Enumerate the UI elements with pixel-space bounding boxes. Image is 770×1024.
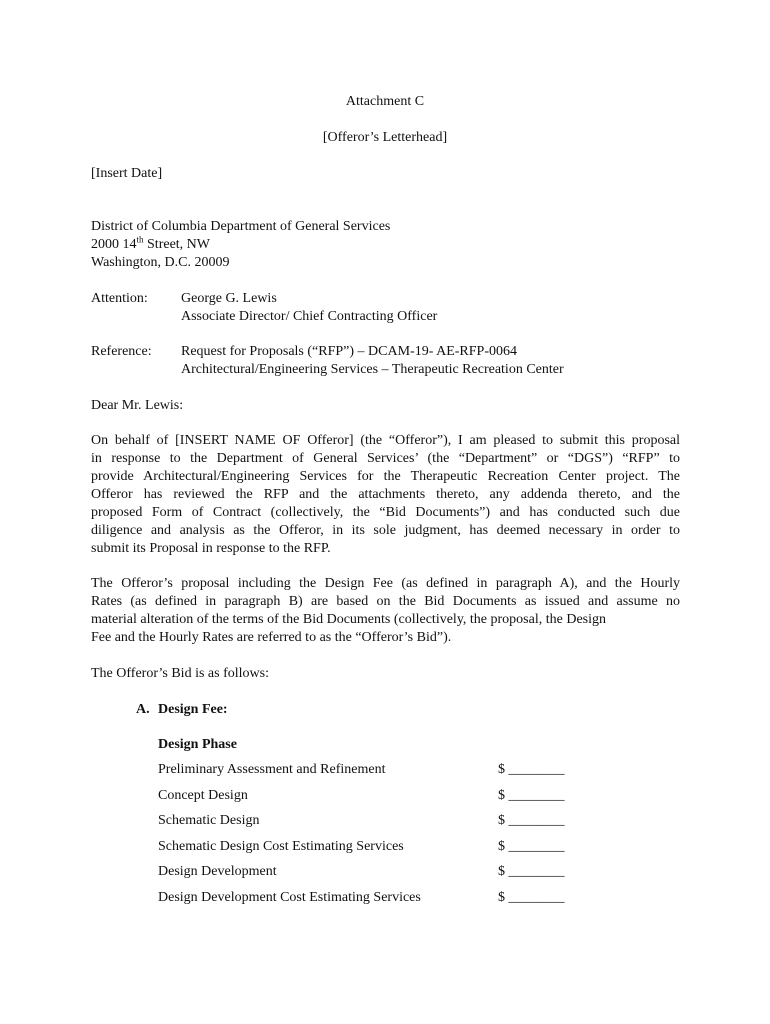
attachment-heading: Attachment C bbox=[345, 94, 425, 109]
letterhead-placeholder: [Offeror’s Letterhead] bbox=[322, 130, 448, 145]
section-a-title bbox=[158, 701, 228, 719]
fee-item-name: Concept Design bbox=[158, 788, 248, 803]
address-line-3: Washington, D.C. 20009 bbox=[91, 255, 230, 270]
date-placeholder: [Insert Date] bbox=[91, 166, 163, 181]
address-number: 2000 14 bbox=[91, 237, 137, 252]
fee-item-amount: $ ________ bbox=[498, 839, 565, 854]
attention-label: Attention: bbox=[91, 291, 148, 306]
fee-item-amount: $ ________ bbox=[498, 813, 565, 828]
design-phase-heading bbox=[158, 736, 237, 754]
address-line-2 bbox=[91, 236, 210, 254]
paragraph-line: proposed Form of Contract (collectively, the “Bid Documents”) and has conducted such due bbox=[91, 505, 680, 520]
paragraph-line: in response to the Department of General Services’ (the “Department” or “DGS”) “RFP” to bbox=[91, 451, 680, 466]
paragraph-line: material alteration of the terms of the Bid Documents (collectively, the proposal, the Design bbox=[91, 612, 606, 627]
paragraph-line: Rates (as defined in paragraph B) are based on the Bid Documents as issued and assume no bbox=[91, 594, 680, 609]
attention-name: George G. Lewis bbox=[181, 291, 277, 306]
fee-item-amount: $ ________ bbox=[498, 864, 565, 879]
reference-line-2: Architectural/Engineering Services – Therapeutic Recreation Center bbox=[181, 362, 564, 377]
paragraph-line: The Offeror’s proposal including the Design Fee (as defined in paragraph A), and the Hourly bbox=[91, 576, 680, 591]
paragraph-line: Fee and the Hourly Rates are referred to as the “Offeror’s Bid”). bbox=[91, 630, 452, 645]
fee-item-amount: $ ________ bbox=[498, 762, 565, 777]
fee-item-name: Preliminary Assessment and Refinement bbox=[158, 762, 386, 777]
section-a-title-text: Design Fee: bbox=[158, 702, 228, 717]
fee-item-name: Design Development Cost Estimating Services bbox=[158, 890, 421, 905]
section-a-label bbox=[136, 701, 150, 719]
paragraph-line: provide Architectural/Engineering Services for the Therapeutic Recreation Center project. The bbox=[91, 469, 680, 484]
paragraph-line: On behalf of [INSERT NAME OF Offeror] (the “Offeror”), I am pleased to submit this proposal bbox=[91, 433, 680, 448]
fee-item-name: Schematic Design Cost Estimating Services bbox=[158, 839, 404, 854]
attention-title: Associate Director/ Chief Contracting Officer bbox=[181, 309, 438, 324]
fee-item-name: Schematic Design bbox=[158, 813, 260, 828]
bid-intro: The Offeror’s Bid is as follows: bbox=[91, 666, 269, 681]
salutation: Dear Mr. Lewis: bbox=[91, 398, 184, 413]
body-paragraph-2 bbox=[91, 575, 680, 647]
address-line-1: District of Columbia Department of General Services bbox=[91, 219, 391, 234]
fee-item-name: Design Development bbox=[158, 864, 277, 879]
design-phase-heading-text: Design Phase bbox=[158, 737, 237, 752]
address-street: Street, NW bbox=[143, 237, 210, 252]
reference-label: Reference: bbox=[91, 344, 152, 359]
body-paragraph-1 bbox=[91, 432, 680, 558]
paragraph-line: Offeror has reviewed the RFP and the attachments thereto, any addenda thereto, and the bbox=[91, 487, 680, 502]
fee-item-amount: $ ________ bbox=[498, 788, 565, 803]
paragraph-line: submit its Proposal in response to the RFP. bbox=[91, 541, 331, 556]
address-superscript: th bbox=[136, 234, 144, 245]
paragraph-line: diligence and analysis as the Offeror, in its sole judgment, has deemed necessary in order to bbox=[91, 523, 680, 538]
fee-item-amount: $ ________ bbox=[498, 890, 565, 905]
reference-line-1: Request for Proposals (“RFP”) – DCAM-19- AE-RFP-0064 bbox=[181, 344, 517, 359]
section-a-letter: A. bbox=[136, 702, 150, 717]
